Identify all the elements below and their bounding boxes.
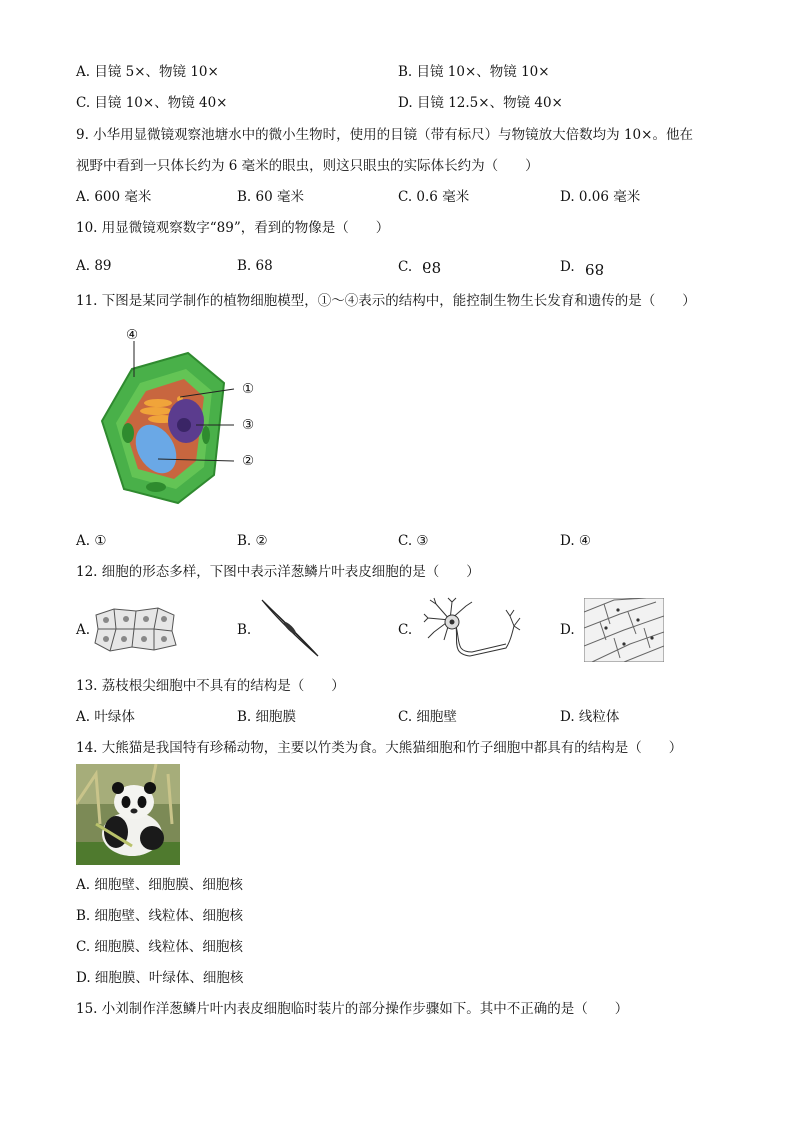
giant-panda-photo <box>76 764 180 865</box>
q11-option-b: B. ② <box>237 533 268 549</box>
q12-option-a-label: A. <box>76 622 91 638</box>
q8-option-a: A. 目镜 5×、物镜 10× <box>76 64 219 80</box>
q9-stem-line1: 9. 小华用显微镜观察池塘水中的微小生物时，使用的目镜（带有标尺）与物镜放大倍数均为 10×。他在 <box>76 127 693 143</box>
q9-stem-line2: 视野中看到一只体长约为 6 毫米的眼虫，则这只眼虫的实际体长约为（ ） <box>76 158 539 174</box>
q13-stem: 13. 荔枝根尖细胞中不具有的结构是（ ） <box>76 678 345 694</box>
q14-option-b: B. 细胞壁、线粒体、细胞核 <box>76 908 244 924</box>
q13-option-c: C. 细胞壁 <box>398 709 457 725</box>
plant-cell-model-figure <box>96 325 271 510</box>
q11-option-d: D. ④ <box>560 533 592 549</box>
q10-option-d <box>560 257 604 276</box>
label-1: ① <box>242 381 255 397</box>
label-2: ② <box>242 453 255 469</box>
q12-option-d-label: D. <box>560 622 575 638</box>
q12-option-b-label: B. <box>237 622 252 638</box>
q13-option-d: D. 线粒体 <box>560 709 620 725</box>
label-4: ④ <box>126 327 139 343</box>
q10-option-c-mirrored-digits: 89 <box>422 259 442 277</box>
q9-option-a: A. 600 毫米 <box>76 189 152 205</box>
chloroplast-shape <box>202 426 210 444</box>
q10-stem: 10. 用显微镜观察数字“89”，看到的物像是（ ） <box>76 220 390 236</box>
chloroplast-shape <box>122 423 134 443</box>
q11-stem: 11. 下图是某同学制作的植物细胞模型，①～④表示的结构中，能控制生物生长发育和遗传的是（ ） <box>76 293 696 309</box>
q9-option-d: D. 0.06 毫米 <box>560 189 641 205</box>
nucleolus-shape <box>177 418 191 432</box>
q14-stem: 14. 大熊猫是我国特有珍稀动物，主要以竹类为食。大熊猫细胞和竹子细胞中都具有的结构是（ ） <box>76 740 683 756</box>
q13-option-b: B. 细胞膜 <box>237 709 297 725</box>
q11-option-a: A. ① <box>76 533 107 549</box>
q10-option-c <box>398 257 442 276</box>
q11-option-c: C. ③ <box>398 533 429 549</box>
q15-stem: 15. 小刘制作洋葱鳞片叶内表皮细胞临时装片的部分操作步骤如下。其中不正确的是（ ） <box>76 1001 629 1017</box>
q12-option-c-label: C. <box>398 622 413 638</box>
epithelial-cells-figure <box>92 605 178 653</box>
q8-option-d: D. 目镜 12.5×、物镜 40× <box>398 95 563 111</box>
neuron-figure <box>422 596 522 664</box>
q14-option-d: D. 细胞膜、叶绿体、细胞核 <box>76 970 244 986</box>
label-3: ③ <box>242 417 255 433</box>
q13-option-a: A. 叶绿体 <box>76 709 135 725</box>
onion-epidermal-cells-figure <box>584 598 664 662</box>
q14-option-a: A. 细胞壁、细胞膜、细胞核 <box>76 877 243 893</box>
chloroplast-shape <box>146 482 166 492</box>
q10-option-b: B. 68 <box>237 258 273 274</box>
smooth-muscle-cell-figure <box>258 598 322 658</box>
q10-option-d-label: D. <box>560 259 575 275</box>
q8-option-b: B. 目镜 10×、物镜 10× <box>398 64 550 80</box>
q9-option-c: C. 0.6 毫米 <box>398 189 470 205</box>
q8-option-c: C. 目镜 10×、物镜 40× <box>76 95 228 111</box>
q12-stem: 12. 细胞的形态多样，下图中表示洋葱鳞片叶表皮细胞的是（ ） <box>76 564 480 580</box>
q14-option-c: C. 细胞膜、线粒体、细胞核 <box>76 939 243 955</box>
q10-option-c-label: C. <box>398 259 413 275</box>
q10-option-d-rotated-digits: 89 <box>584 260 605 278</box>
q10-option-a: A. 89 <box>76 258 112 274</box>
q9-option-b: B. 60 毫米 <box>237 189 304 205</box>
